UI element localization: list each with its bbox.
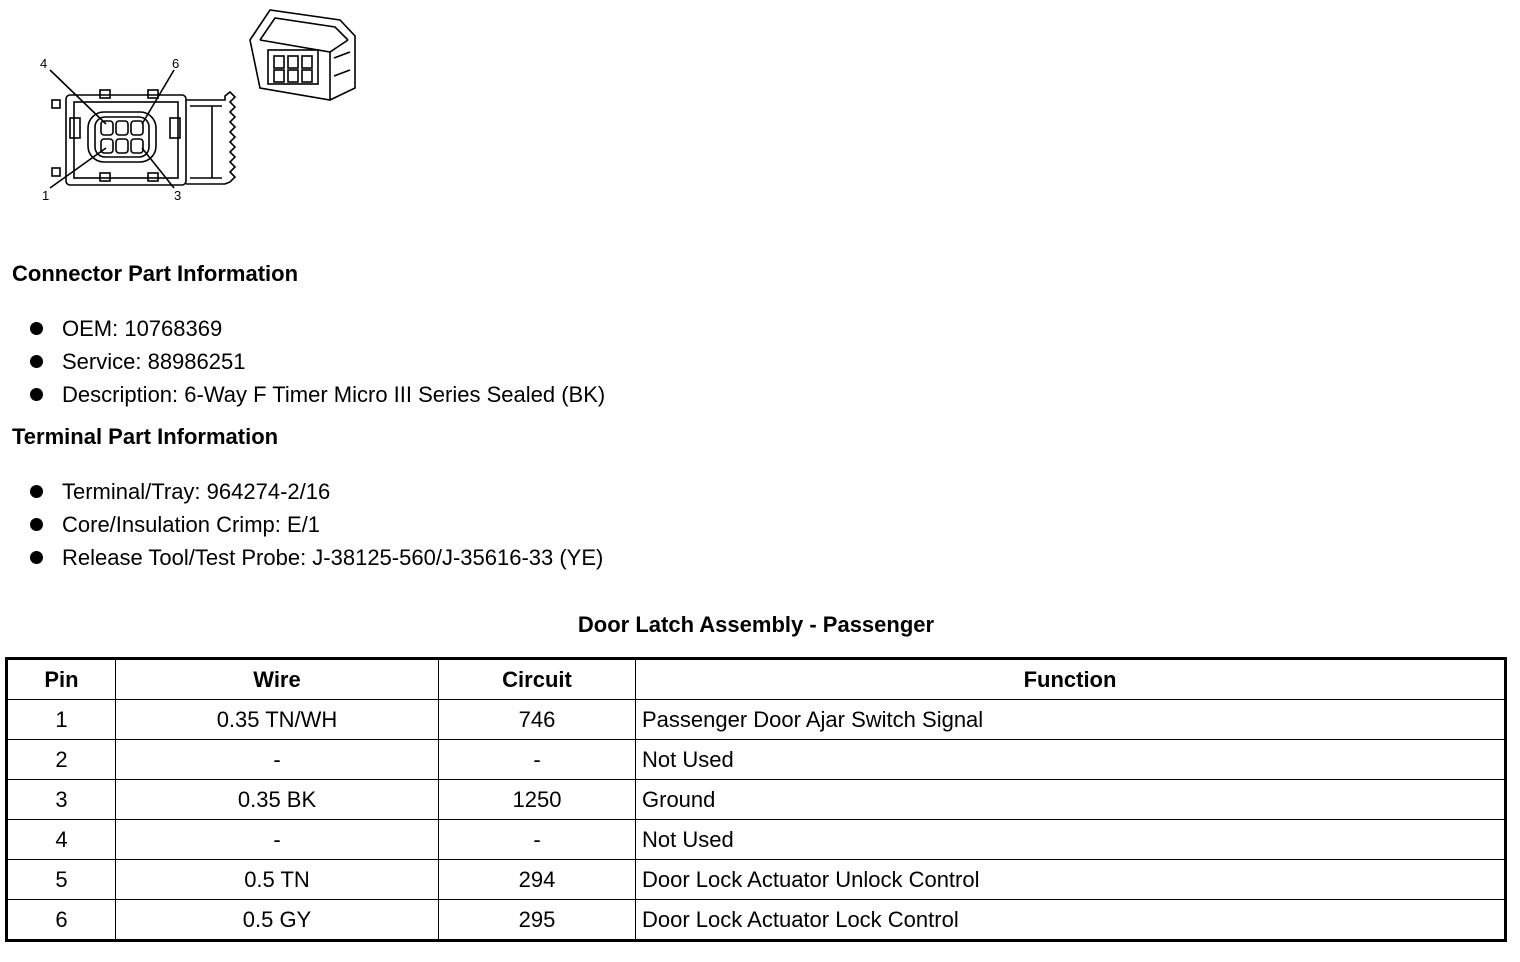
pin-label-3: 3 bbox=[174, 188, 182, 203]
column-header-wire: Wire bbox=[116, 659, 439, 700]
cell-circuit: 746 bbox=[439, 700, 636, 740]
table-row bbox=[7, 740, 1506, 780]
cell-function: Door Lock Actuator Lock Control bbox=[636, 900, 1506, 941]
cell-pin: 1 bbox=[7, 700, 116, 740]
bullet-icon bbox=[30, 355, 43, 368]
connector-diagram bbox=[30, 0, 370, 210]
table-row bbox=[7, 860, 1506, 900]
bullet-icon bbox=[30, 485, 43, 498]
cell-function: Passenger Door Ajar Switch Signal bbox=[636, 700, 1506, 740]
cell-wire: 0.35 TN/WH bbox=[116, 700, 439, 740]
list-item: Release Tool/Test Probe: J-38125-560/J-35616-33 (YE) bbox=[30, 541, 603, 574]
terminal-part-list bbox=[30, 475, 603, 574]
list-item: OEM: 10768369 bbox=[30, 312, 605, 345]
cell-function: Not Used bbox=[636, 820, 1506, 860]
table-row bbox=[7, 700, 1506, 740]
column-header-function: Function bbox=[636, 659, 1506, 700]
column-header-circuit: Circuit bbox=[439, 659, 636, 700]
table-row bbox=[7, 780, 1506, 820]
pin-label-4: 4 bbox=[40, 56, 48, 71]
cell-circuit: 295 bbox=[439, 900, 636, 941]
cell-circuit: - bbox=[439, 740, 636, 780]
cell-wire: - bbox=[116, 740, 439, 780]
pin-label-1: 1 bbox=[42, 188, 50, 203]
table-title: Door Latch Assembly - Passenger bbox=[577, 612, 935, 637]
bullet-icon bbox=[30, 551, 43, 564]
cell-function: Not Used bbox=[636, 740, 1506, 780]
list-item: Description: 6-Way F Timer Micro III Series Sealed (BK) bbox=[30, 378, 605, 411]
bullet-icon bbox=[30, 322, 43, 335]
table-row bbox=[7, 900, 1506, 941]
list-item: Terminal/Tray: 964274-2/16 bbox=[30, 475, 603, 508]
cell-pin: 4 bbox=[7, 820, 116, 860]
cell-circuit: 1250 bbox=[439, 780, 636, 820]
cell-pin: 2 bbox=[7, 740, 116, 780]
list-item: Service: 88986251 bbox=[30, 345, 605, 378]
table-header-row bbox=[7, 659, 1506, 700]
cell-wire: - bbox=[116, 820, 439, 860]
column-header-pin: Pin bbox=[7, 659, 116, 700]
cell-pin: 5 bbox=[7, 860, 116, 900]
cell-wire: 0.5 GY bbox=[116, 900, 439, 941]
table-row bbox=[7, 820, 1506, 860]
cell-wire: 0.35 BK bbox=[116, 780, 439, 820]
cell-function: Ground bbox=[636, 780, 1506, 820]
cell-function: Door Lock Actuator Unlock Control bbox=[636, 860, 1506, 900]
cell-circuit: - bbox=[439, 820, 636, 860]
cell-wire: 0.5 TN bbox=[116, 860, 439, 900]
cell-circuit: 294 bbox=[439, 860, 636, 900]
bullet-icon bbox=[30, 518, 43, 531]
bullet-icon bbox=[30, 388, 43, 401]
terminal-part-title: Terminal Part Information bbox=[12, 424, 279, 449]
cell-pin: 6 bbox=[7, 900, 116, 941]
list-item: Core/Insulation Crimp: E/1 bbox=[30, 508, 603, 541]
connector-part-list bbox=[30, 312, 605, 411]
cell-pin: 3 bbox=[7, 780, 116, 820]
pinout-table bbox=[5, 657, 1507, 942]
connector-face-drawing bbox=[52, 90, 235, 185]
connector-isometric-drawing bbox=[250, 10, 355, 100]
pin-label-6: 6 bbox=[172, 56, 180, 71]
connector-part-title: Connector Part Information bbox=[12, 261, 299, 286]
